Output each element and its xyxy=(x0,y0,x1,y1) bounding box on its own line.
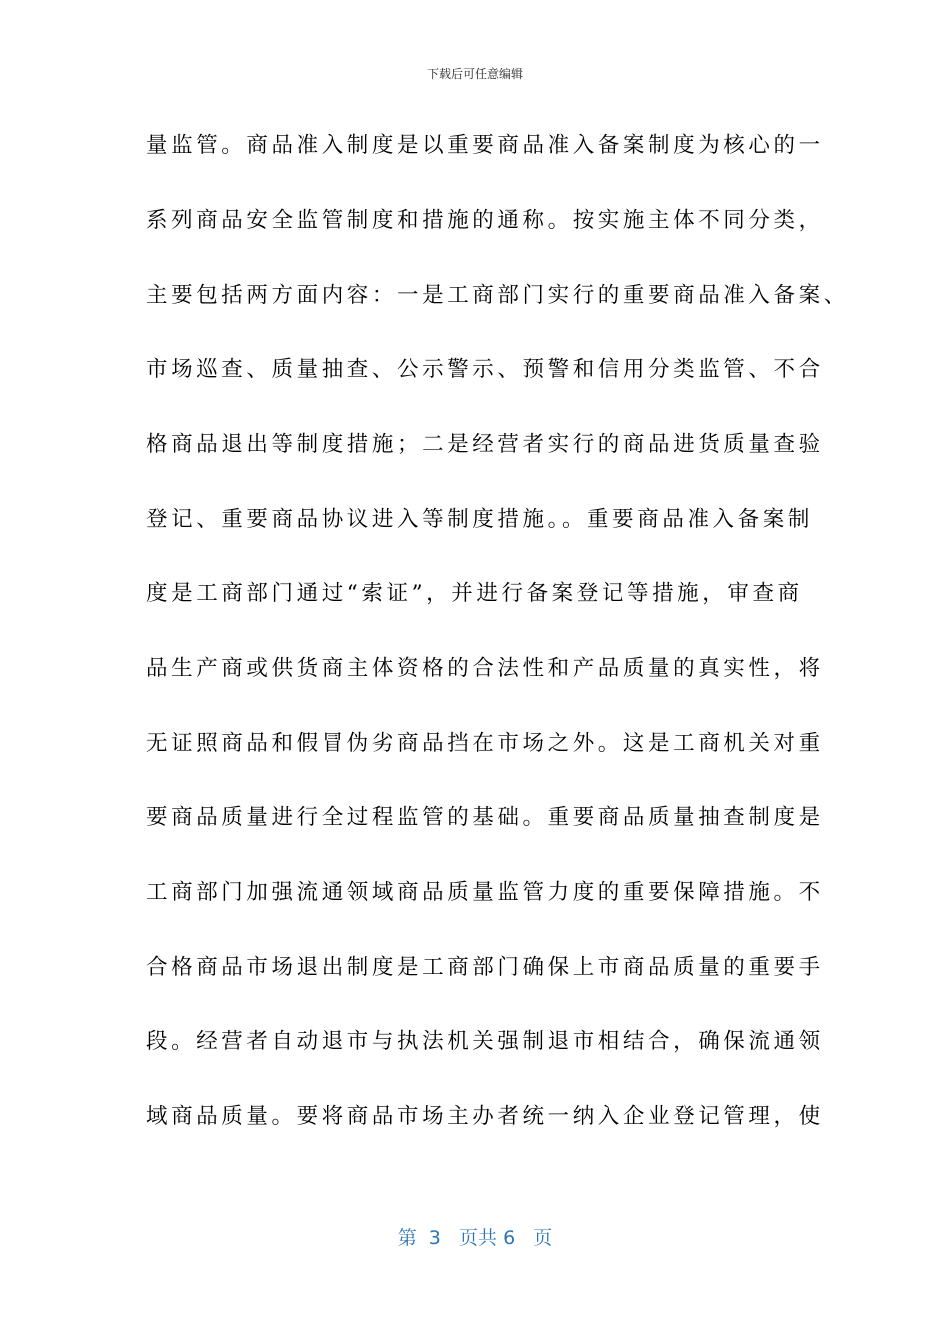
page-header-note: 下载后可任意编辑 xyxy=(426,67,523,81)
text-line: 系列商品安全监管制度和措施的通称。按实施主体不同分类， xyxy=(146,208,824,233)
text-line: 要商品质量进行全过程监管的基础。重要商品质量抽查制度是 xyxy=(146,805,824,830)
text-line: 量监管。商品准入制度是以重要商品准入备案制度为核心的一 xyxy=(146,133,824,158)
text-line: 工商部门加强流通领域商品质量监管力度的重要保障措施。不 xyxy=(146,880,824,905)
text-line: 登记、重要商品协议进入等制度措施。。重要商品准入备案制 xyxy=(146,507,813,532)
footer-prefix: 第 xyxy=(397,1227,417,1249)
text-line: 段。经营者自动退市与执法机关强制退市相结合，确保流通领 xyxy=(146,1029,824,1054)
text-line: 品生产商或供货商主体资格的合法性和产品质量的真实性，将 xyxy=(146,656,824,681)
text-line: 无证照商品和假冒伪劣商品挡在市场之外。这是工商机关对重 xyxy=(146,731,824,756)
footer-middle: 页共 xyxy=(459,1227,498,1249)
text-line: 域商品质量。要将商品市场主办者统一纳入企业登记管理，使 xyxy=(146,1104,824,1129)
total-pages-number: 6 xyxy=(503,1227,516,1249)
footer-suffix: 页 xyxy=(533,1227,553,1249)
text-line: 市场巡查、质量抽查、公示警示、预警和信用分类监管、不合 xyxy=(146,357,824,382)
text-line: 合格商品市场退出制度是工商部门确保上市商品质量的重要手 xyxy=(146,955,824,980)
page-footer xyxy=(0,1225,950,1251)
text-line: 度是工商部门通过“索证”，并进行备案登记等措施，审查商 xyxy=(146,581,803,606)
text-line: 格商品退出等制度措施；二是经营者实行的商品进货质量查验 xyxy=(146,432,824,457)
current-page-number: 3 xyxy=(428,1227,441,1249)
text-line: 主要包括两方面内容：一是工商部门实行的重要商品准入备案、 xyxy=(146,283,849,308)
